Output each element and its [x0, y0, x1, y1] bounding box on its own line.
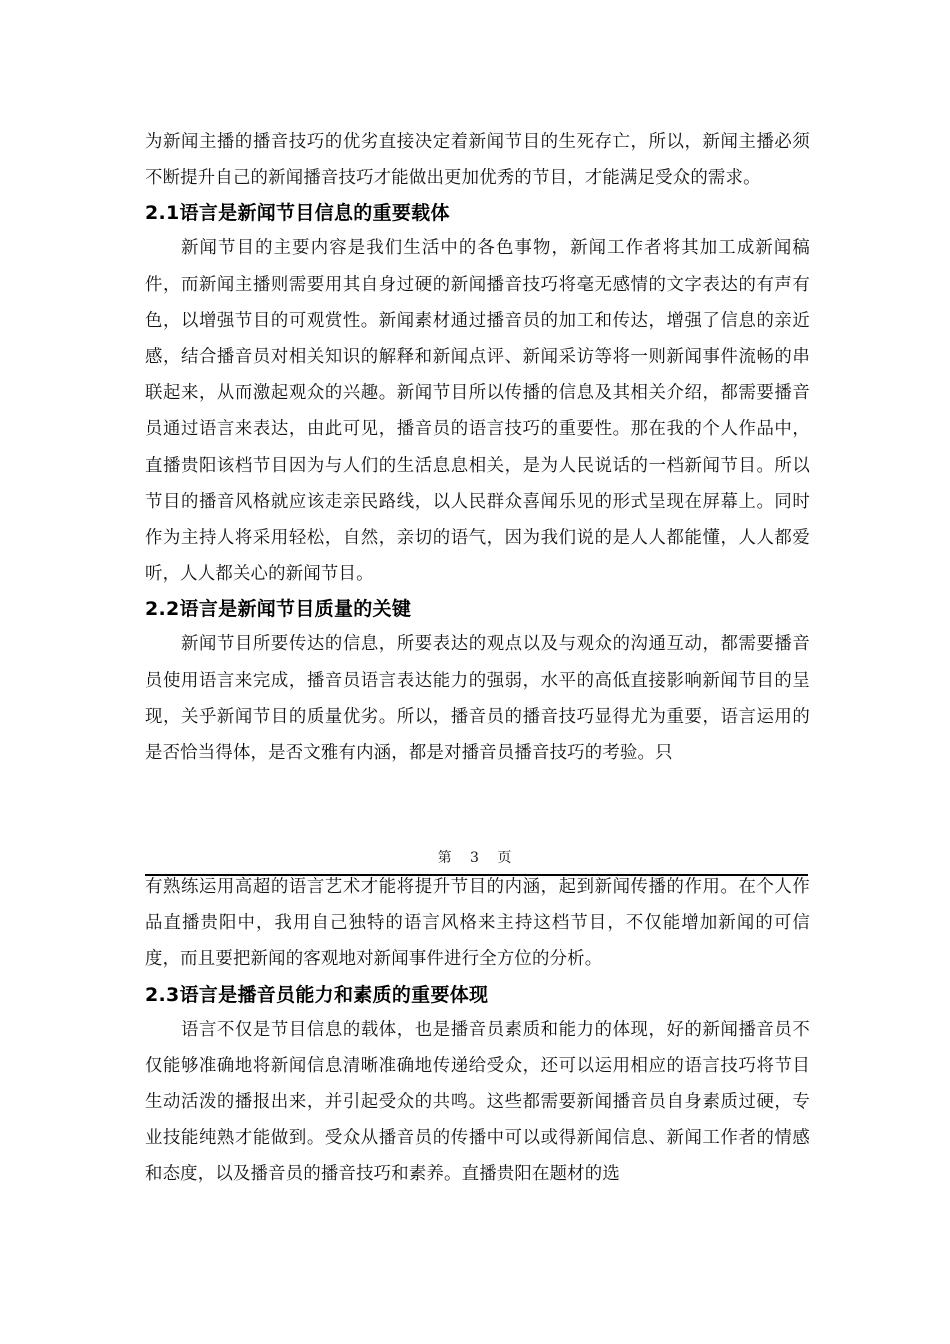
page-number-footer: 第 3 页	[437, 850, 513, 866]
heading-2-1: 2.1语言是新闻节目信息的重要载体	[145, 202, 450, 225]
lower-text-block	[145, 869, 810, 1193]
paragraph-2-1: 新闻节目的主要内容是我们生活中的各色事物，新闻工作者将其加工成新闻稿件，而新闻主播则需要用其自身过硬的新闻播音技巧将毫无感情的文字表达的有声有色，以增强节目的可观赏性。新闻素材通过播音员的加工和传达，增强了信息的亲近感，结合播音员对相关知识的解释和新闻点评、新闻采访等将一则新闻事件流畅的串联起来，从而激起观众的兴趣。新闻节目所以传播的信息及其相关介绍，都需要播音员通过语言来表达，由此可见，播音员的语言技巧的重要性。那在我的个人作品中，直播贵阳该档节目因为与人们的生活息息相关，是为人民说话的一档新闻节目。所以节目的播音风格就应该走亲民路线，以人民群众喜闻乐见的形式呈现在屏幕上。同时作为主持人将采用轻松，自然，亲切的语气，因为我们说的是人人都能懂，人人都爱听，人人都关心的新闻节目。	[145, 238, 810, 585]
upper-text-block	[145, 124, 810, 771]
paragraph-2-2-continuation: 有熟练运用高超的语言艺术才能将提升节目的内涵，起到新闻传播的作用。在个人作品直播贵阳中，我用自己独特的语言风格来主持这档节目，不仅能增加新闻的可信度，而且要把新闻的客观地对新闻事件进行全方位的分析。	[145, 877, 810, 970]
paragraph-2-2: 新闻节目所要传达的信息，所要表达的观点以及与观众的沟通互动，都需要播音员使用语言来完成，播音员语言表达能力的强弱，水平的高低直接影响新闻节目的呈现，关乎新闻节目的质量优劣。所以，播音员的播音技巧显得尤为重要，语言运用的是否恰当得体，是否文雅有内涵，都是对播音员播音技巧的考验。只	[145, 634, 810, 764]
paragraph-2-3: 语言不仅是节目信息的载体，也是播音员素质和能力的体现，好的新闻播音员不仅能够准确地将新闻信息清晰准确地传递给受众，还可以运用相应的语言技巧将节目生动活泼的播报出来，并引起受众的共鸣。这些都需要新闻播音员自身素质过硬，专业技能纯熟才能做到。受众从播音员的传播中可以或得新闻信息、新闻工作者的情感和态度，以及播音员的播音技巧和素养。直播贵阳在题材的选	[145, 1019, 810, 1185]
paragraph-intro-continuation: 为新闻主播的播音技巧的优劣直接决定着新闻节目的生死存亡，所以，新闻主播必须不断提升自己的新闻播音技巧才能做出更加优秀的节目，才能满足受众的需求。	[145, 132, 810, 189]
heading-2-3: 2.3语言是播音员能力和素质的重要体现	[145, 983, 489, 1006]
heading-2-2: 2.2语言是新闻节目质量的关键	[145, 598, 412, 621]
